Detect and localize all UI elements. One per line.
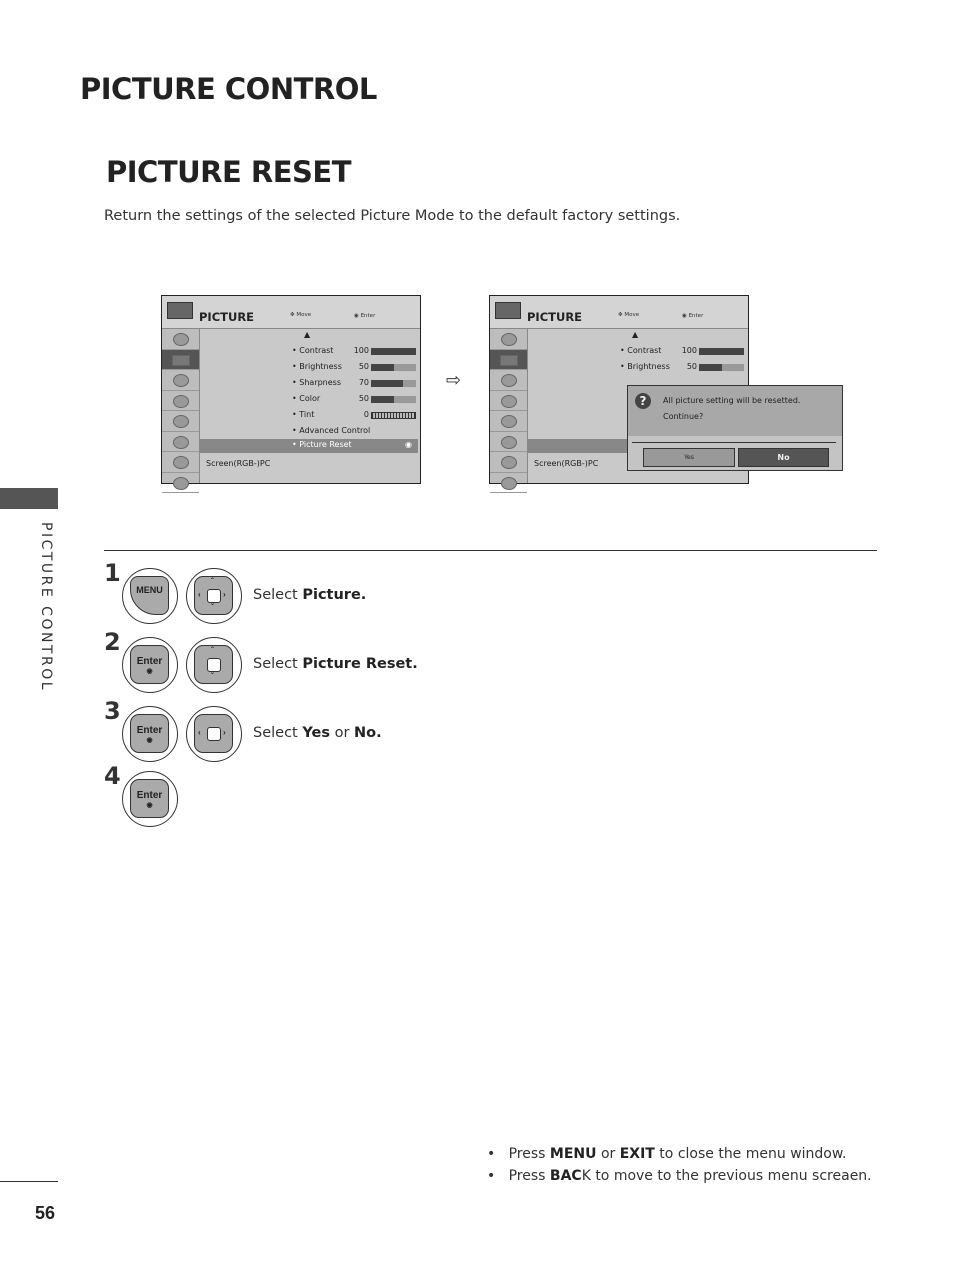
menu-title: PICTURE — [199, 310, 255, 324]
question-icon: ? — [635, 393, 651, 409]
key-label: MENU — [136, 585, 163, 595]
up-down-nav-button[interactable] — [186, 637, 242, 693]
sidebar-usb-icon[interactable] — [490, 473, 527, 494]
menu-item[interactable] — [292, 378, 418, 392]
slider-fill — [371, 348, 416, 355]
time-icon — [501, 395, 517, 408]
menu-item[interactable] — [620, 346, 746, 360]
slider-fill — [699, 348, 744, 355]
arrow-right-icon: ⇨ — [446, 370, 462, 391]
scroll-up-icon: ▲ — [304, 330, 311, 339]
left-right-nav-button[interactable] — [186, 706, 242, 762]
menu-item-label: • Tint — [292, 410, 315, 419]
dialog-question: Continue? — [663, 412, 704, 421]
enter-button[interactable] — [122, 706, 178, 762]
step-number: 1 — [104, 559, 121, 587]
step-target-alt: No. — [354, 725, 382, 741]
section-title: PICTURE RESET — [106, 155, 352, 189]
enter-key — [130, 779, 169, 818]
sidebar-picture-mode-icon[interactable] — [490, 329, 527, 350]
step-number: 3 — [104, 697, 121, 725]
enter-hint: ◉ Enter — [354, 313, 376, 319]
enter-dot-icon: ◉ — [146, 668, 153, 675]
option-icon — [173, 415, 189, 428]
menu-category-sidebar — [162, 329, 200, 483]
menu-item[interactable] — [292, 426, 418, 440]
sidebar-time-icon[interactable] — [490, 391, 527, 412]
step-text: Select — [253, 656, 303, 672]
value-slider[interactable] — [371, 396, 416, 403]
audio-icon — [501, 374, 517, 387]
sidebar-audio-icon[interactable] — [490, 370, 527, 391]
menu-screen-before — [161, 295, 421, 484]
page-number: 56 — [35, 1203, 56, 1223]
nav-arrow-icon: › — [223, 728, 226, 737]
nav-center — [207, 658, 221, 672]
menu-category-sidebar — [490, 329, 528, 483]
notes-list — [487, 1143, 872, 1187]
key-label: Enter — [136, 790, 163, 801]
value-slider[interactable] — [699, 348, 744, 355]
nav-center — [207, 589, 221, 603]
value-slider[interactable] — [371, 364, 416, 371]
enter-key — [130, 714, 169, 753]
slider-fill — [371, 364, 394, 371]
menu-item-value: 100 — [353, 346, 369, 355]
menu-item-value: 70 — [358, 378, 369, 387]
menu-title: PICTURE — [527, 310, 583, 324]
sidebar-option-icon[interactable] — [490, 411, 527, 432]
step-text: or — [329, 725, 355, 741]
menu-item-label: • Contrast — [292, 346, 334, 355]
usb-icon — [501, 477, 517, 490]
menu-item-picture-reset[interactable] — [292, 440, 418, 454]
enter-button[interactable] — [122, 637, 178, 693]
sidebar-audio-icon[interactable] — [162, 370, 199, 391]
enter-button[interactable] — [122, 771, 178, 827]
menu-item[interactable] — [292, 362, 418, 376]
menu-item-label: • Brightness — [620, 362, 670, 371]
screen-source: Screen(RGB-)PC — [206, 459, 271, 468]
enter-hint: ◉ Enter — [682, 313, 704, 319]
sidebar-picture-icon[interactable] — [490, 350, 527, 371]
sidebar-usb-icon[interactable] — [162, 473, 199, 494]
step-instruction — [253, 587, 366, 603]
input-icon — [173, 456, 189, 469]
menu-header — [490, 296, 748, 329]
menu-item[interactable] — [292, 410, 418, 424]
tint-slider[interactable] — [371, 412, 416, 419]
step-text: Select — [253, 587, 303, 603]
step-instruction — [253, 656, 418, 672]
menu-item-label: • Picture Reset — [292, 440, 352, 449]
nav-key — [194, 714, 233, 753]
sidebar-picture-mode-icon[interactable] — [162, 329, 199, 350]
step-target: Picture Reset. — [302, 656, 418, 672]
section-description: Return the settings of the selected Picture Mode to the default factory settings. — [104, 208, 681, 224]
menu-item-label: • Brightness — [292, 362, 342, 371]
step-target: Yes — [302, 725, 330, 741]
note-item: • Press BACK to move to the previous menu screaen. — [487, 1168, 872, 1184]
menu-button[interactable] — [122, 568, 178, 624]
move-hint: ✥ Move — [290, 312, 312, 318]
option-icon — [501, 415, 517, 428]
nav-arrow-icon: ˆ — [211, 646, 214, 655]
move-hint: ✥ Move — [618, 312, 640, 318]
menu-item-value: 50 — [358, 394, 369, 403]
yes-button[interactable]: Yes — [643, 448, 735, 467]
menu-header — [162, 296, 420, 329]
reset-confirm-dialog — [627, 385, 843, 471]
side-tab-marker — [0, 488, 58, 509]
nav-arrow-icon: › — [223, 590, 226, 599]
key-label: Enter — [136, 725, 163, 736]
enter-label: Enter — [688, 313, 704, 319]
nav-key — [194, 645, 233, 684]
value-slider[interactable] — [371, 380, 416, 387]
value-slider[interactable] — [371, 348, 416, 355]
enter-dot-icon: ◉ — [146, 802, 153, 809]
picture-icon — [500, 355, 518, 366]
menu-item[interactable] — [620, 362, 746, 376]
nav-arrow-icon: ‹ — [198, 590, 201, 599]
nav-key — [194, 576, 233, 615]
lock-icon — [501, 436, 517, 449]
value-slider[interactable] — [699, 364, 744, 371]
nav-arrow-icon: ˇ — [211, 672, 214, 681]
menu-item-value: 0 — [363, 410, 369, 419]
dialog-message: All picture setting will be resetted. — [663, 396, 801, 405]
sidebar-lock-icon[interactable] — [490, 432, 527, 453]
tv-icon — [167, 302, 193, 319]
nav-arrow-icon: ‹ — [198, 728, 201, 737]
sidebar-picture-icon[interactable] — [162, 350, 199, 371]
nav-center — [207, 727, 221, 741]
picture-mode-icon — [173, 333, 189, 346]
move-label: Move — [624, 312, 640, 318]
page-number-rule — [0, 1181, 58, 1182]
step-number: 4 — [104, 762, 121, 790]
nav-arrow-icon: ˆ — [211, 577, 214, 586]
step-instruction — [253, 725, 382, 741]
menu-item-value: 100 — [681, 346, 697, 355]
menu-item-label: • Advanced Control — [292, 426, 371, 435]
audio-icon — [173, 374, 189, 387]
four-way-nav-button[interactable] — [186, 568, 242, 624]
lock-icon — [173, 436, 189, 449]
page-title: PICTURE CONTROL — [80, 72, 377, 106]
key-label: Enter — [136, 656, 163, 667]
menu-item-label: • Color — [292, 394, 321, 403]
slider-fill — [371, 380, 403, 387]
side-label: PICTURE CONTROL — [38, 522, 54, 693]
menu-item[interactable] — [292, 394, 418, 408]
enter-key — [130, 645, 169, 684]
enter-dot-icon: ◉ — [146, 737, 153, 744]
menu-item-label: • Contrast — [620, 346, 662, 355]
picture-icon — [172, 355, 190, 366]
enter-label: Enter — [360, 313, 376, 319]
scroll-up-icon: ▲ — [632, 330, 639, 339]
enter-icon: ◉ — [405, 440, 412, 449]
nav-arrow-icon: ˇ — [211, 603, 214, 612]
menu-item-value: 50 — [686, 362, 697, 371]
divider — [104, 550, 877, 551]
picture-mode-icon — [501, 333, 517, 346]
menu-item-label: • Sharpness — [292, 378, 342, 387]
menu-key — [130, 576, 169, 615]
screen-source: Screen(RGB-)PC — [534, 459, 599, 468]
step-target: Picture. — [302, 587, 367, 603]
usb-icon — [173, 477, 189, 490]
input-icon — [501, 456, 517, 469]
no-button[interactable]: No — [738, 448, 829, 467]
sidebar-input-icon[interactable] — [162, 452, 199, 473]
sidebar-lock-icon[interactable] — [162, 432, 199, 453]
slider-fill — [699, 364, 722, 371]
step-text: Select — [253, 725, 303, 741]
slider-fill — [371, 396, 394, 403]
sidebar-option-icon[interactable] — [162, 411, 199, 432]
menu-item-value: 50 — [358, 362, 369, 371]
sidebar-input-icon[interactable] — [490, 452, 527, 473]
sidebar-time-icon[interactable] — [162, 391, 199, 412]
step-number: 2 — [104, 628, 121, 656]
menu-item[interactable] — [292, 346, 418, 360]
time-icon — [173, 395, 189, 408]
note-item: • Press MENU or EXIT to close the menu window. — [487, 1146, 847, 1162]
tv-icon — [495, 302, 521, 319]
dialog-divider — [632, 442, 836, 443]
move-label: Move — [296, 312, 312, 318]
